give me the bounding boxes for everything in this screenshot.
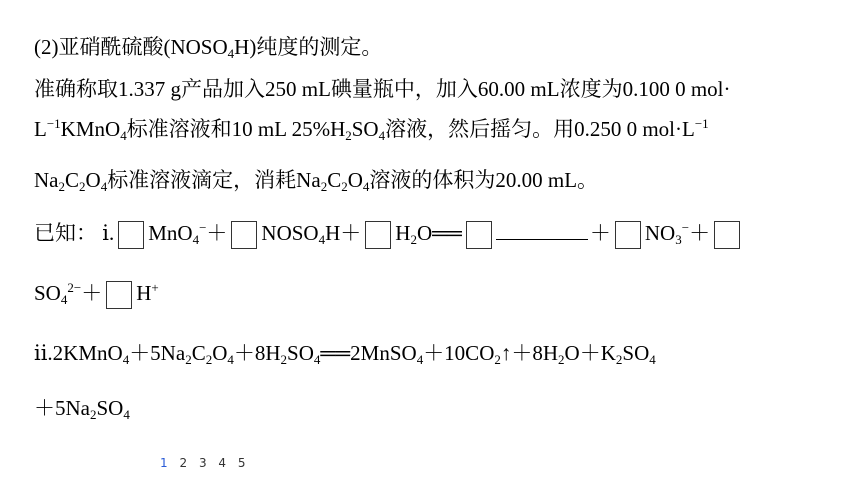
coefficient-blank[interactable] xyxy=(466,221,492,249)
reaction-i-line-1: 已知： ⅰ. $MnO_4^-+ NOSO_4H+$ $H_2O══ + NO_3^-+$ xyxy=(34,217,744,249)
coefficient-blank[interactable] xyxy=(231,221,257,249)
coefficient-blank[interactable] xyxy=(118,221,144,249)
page-link-5[interactable]: 5 xyxy=(237,456,246,470)
reaction-ii-line-1: $ⅱ.2KMnO_4+5Na_2C_2O_4+8H_2SO_4══2MnSO_4+10CO_2↑+8H_2O+K_2SO_4$ xyxy=(34,341,656,367)
coefficient-blank[interactable] xyxy=(714,221,740,249)
page-link-3[interactable]: 3 xyxy=(198,456,207,470)
coefficient-blank[interactable] xyxy=(106,281,132,309)
paragraph-line-2: $L^{-1}KMnO_4$标准溶液和10 mL $25\%H_2SO_4$溶液，然后摇匀。用0.250 0 $mol\cdot L^{-1}$ xyxy=(34,116,709,143)
paragraph-line-1: 准确称取1.337 g产品加入250 mL碘量瓶中，加入60.00 mL浓度为0.100 0 mol· xyxy=(34,77,731,101)
page-navigation xyxy=(160,456,254,470)
page-link-4[interactable]: 4 xyxy=(218,456,227,470)
paragraph-line-3: $Na_2C_2O_4$标准溶液滴定，消耗$Na_2C_2O_4$溶液的体积为20.00 mL。 xyxy=(34,168,599,194)
coefficient-blank[interactable] xyxy=(615,221,641,249)
section-heading: (2)亚硝酰硫酸$(NOSO_4H)$纯度的测定。 xyxy=(34,35,383,61)
known-label: 已知： xyxy=(34,221,97,245)
coefficient-blank[interactable] xyxy=(365,221,391,249)
reaction-ii-line-2: $+5Na_2SO_4$ xyxy=(34,396,130,422)
page-link-1[interactable]: 1 xyxy=(160,456,168,470)
page-link-2[interactable]: 2 xyxy=(179,456,188,470)
product-blank[interactable] xyxy=(496,217,588,240)
reaction-i-line-2: $SO_4^{2-}+ H^+$ xyxy=(34,278,159,309)
reaction-i-label: ⅰ. xyxy=(102,221,115,245)
